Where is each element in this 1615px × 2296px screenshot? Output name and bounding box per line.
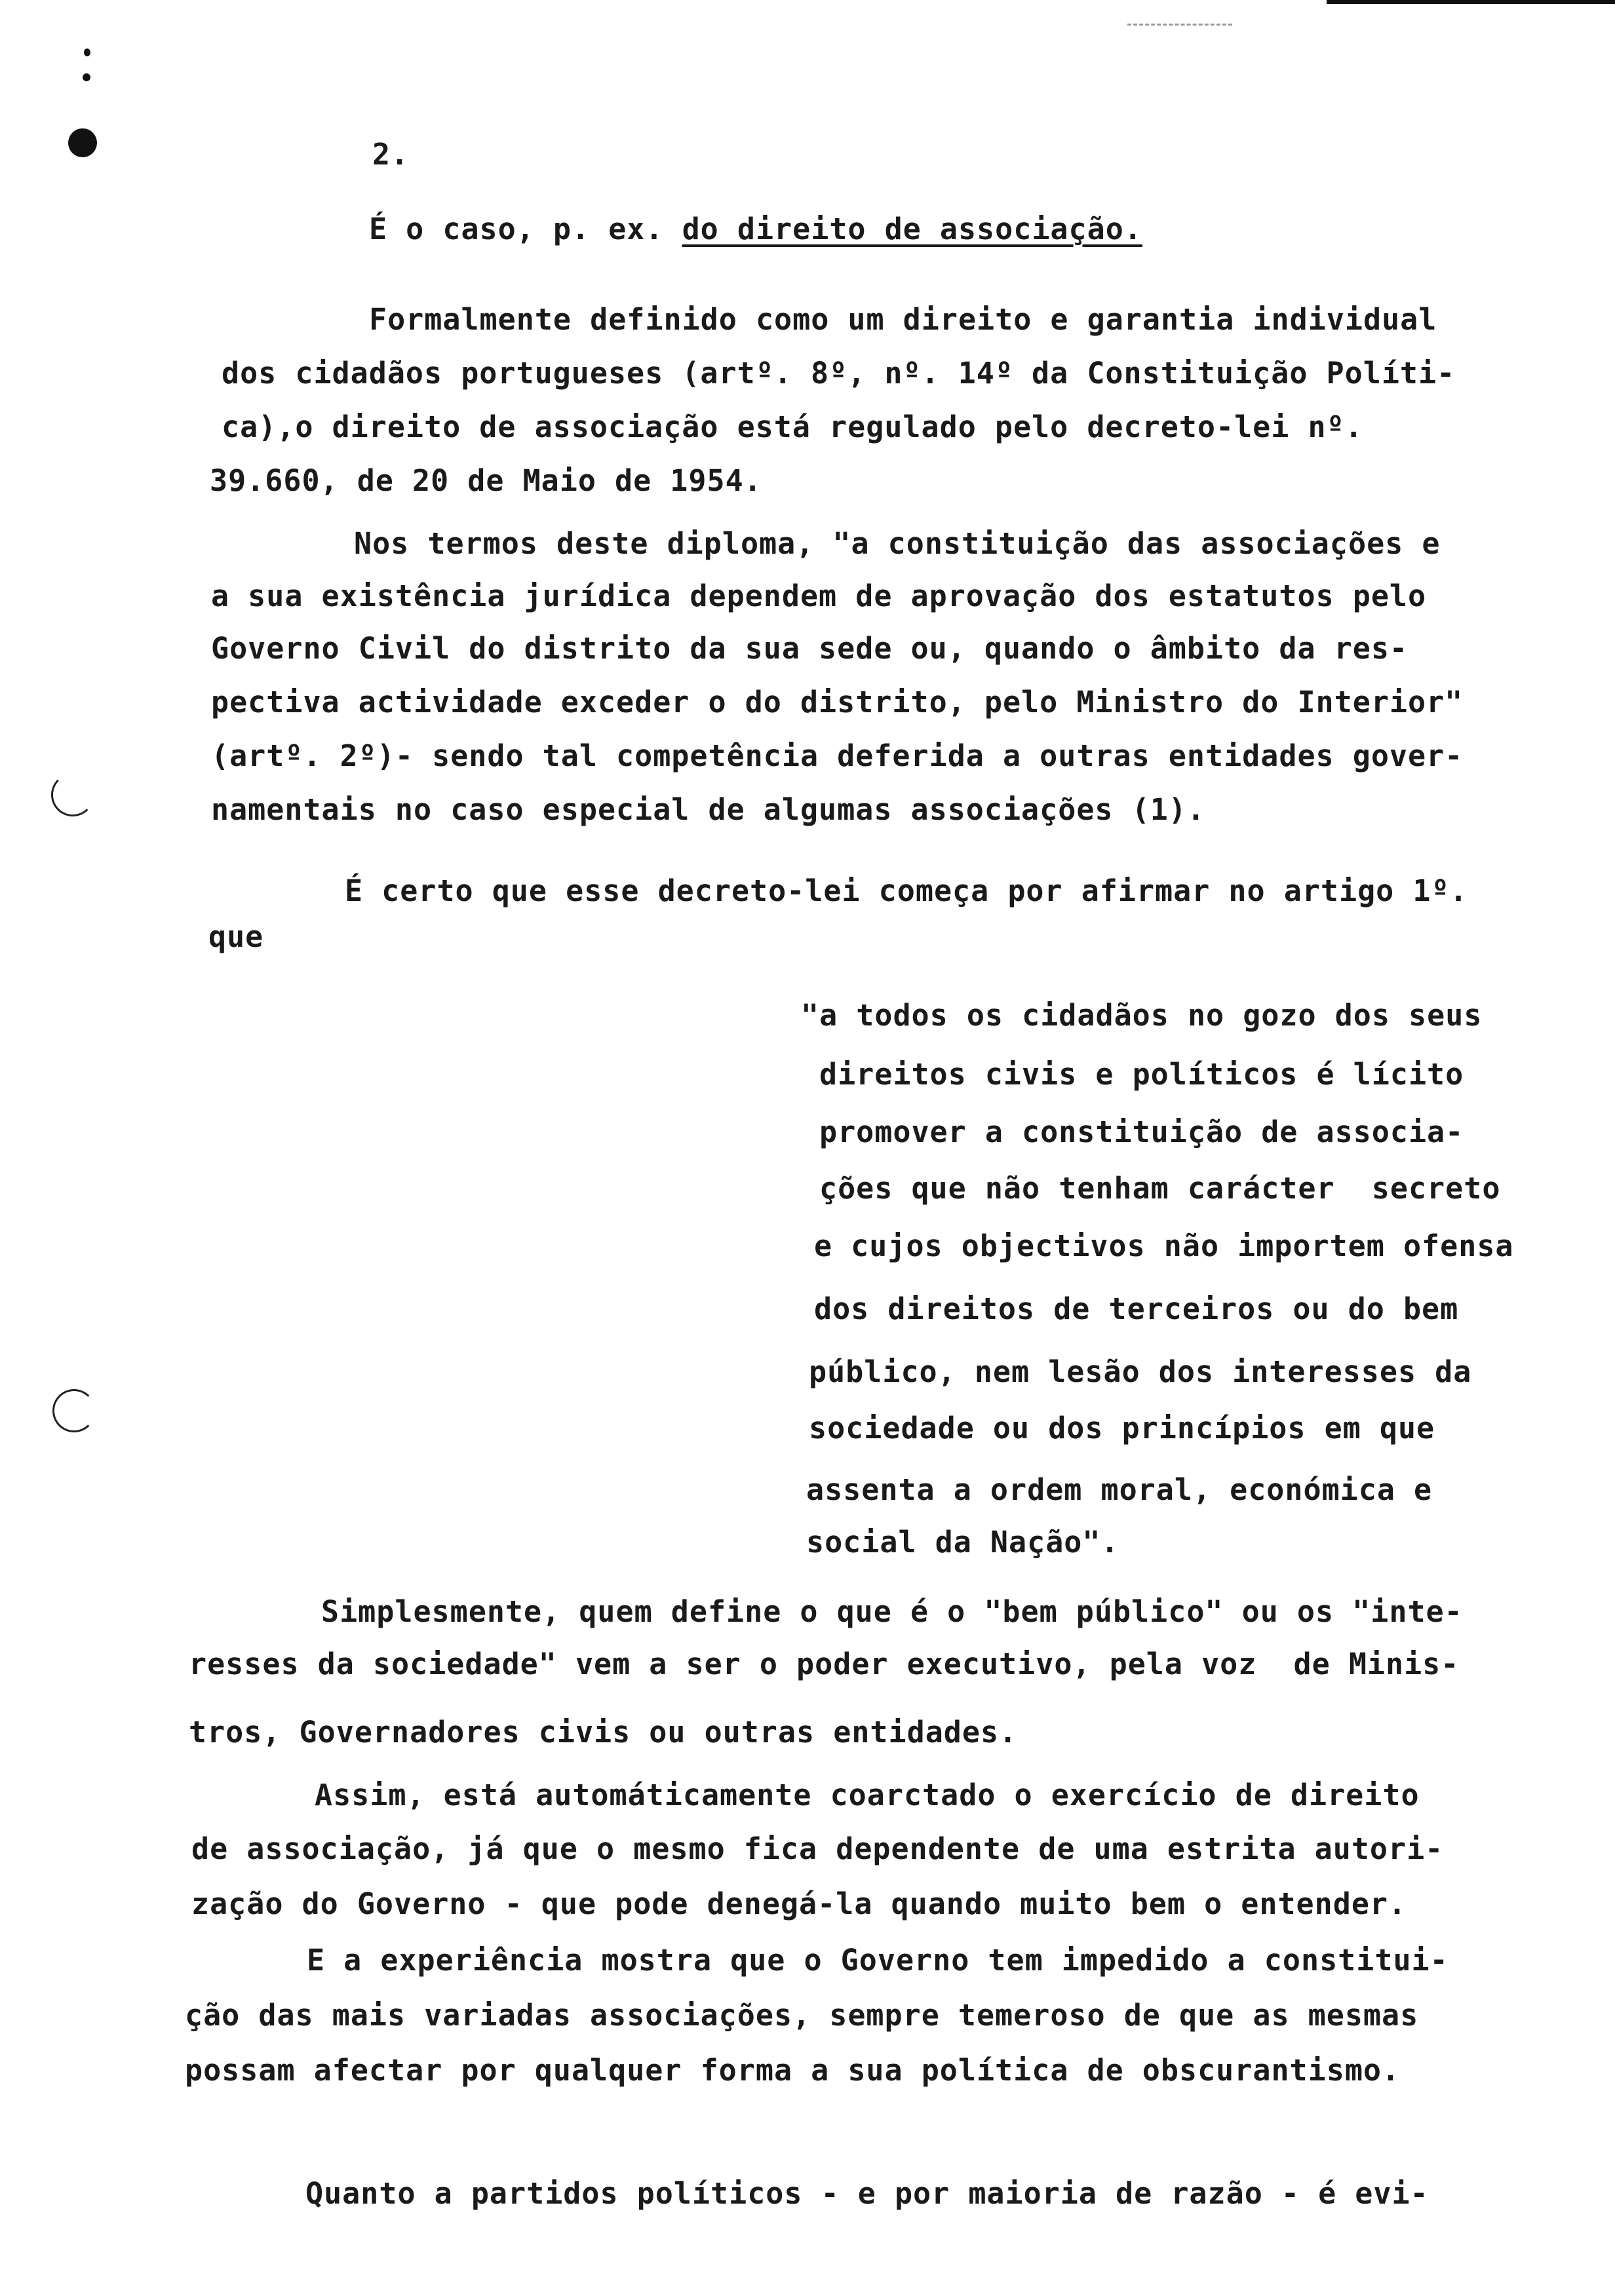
paragraph-line: (artº. 2º)- sendo tal competência deferida a outras entidades gover-	[211, 738, 1464, 773]
paragraph-line: a sua existência jurídica dependem de aprovação dos estatutos pelo	[211, 579, 1427, 613]
paragraph-line: ção das mais variadas associações, sempre temeroso de que as mesmas	[185, 1998, 1419, 2033]
paragraph-line: Governo Civil do distrito da sua sede ou, quando o âmbito da res-	[211, 631, 1408, 666]
paragraph-line: E a experiência mostra que o Governo tem impedido a constitui-	[307, 1943, 1449, 1978]
quote-line: sociedade ou dos princípios em que	[809, 1411, 1435, 1445]
paragraph-line: namentais no caso especial de algumas associações (1).	[211, 792, 1205, 827]
scan-artifact-arc	[52, 1389, 96, 1432]
punch-hole-mark	[83, 73, 90, 81]
heading-underlined: do direito de associação.	[682, 212, 1142, 246]
punch-hole-mark	[84, 48, 90, 56]
paragraph-line: tros, Governadores civis ou outras entidades.	[189, 1715, 1018, 1750]
paragraph-line: de associação, já que o mesmo fica dependente de uma estrita autori-	[191, 1831, 1444, 1866]
quote-line: e cujos objectivos não importem ofensa	[814, 1229, 1514, 1263]
scan-edge-mark	[1327, 0, 1615, 4]
paragraph-line: que	[208, 919, 264, 954]
scan-artifact-arc	[51, 773, 94, 816]
quote-line: "a todos os cidadãos no gozo dos seus	[801, 998, 1483, 1033]
paragraph-line: É certo que esse decreto-lei começa por afirmar no artigo 1º.	[345, 873, 1468, 908]
scan-artifact	[1127, 24, 1232, 28]
section-heading	[369, 210, 1142, 249]
paragraph-line: 39.660, de 20 de Maio de 1954.	[210, 463, 762, 498]
quote-line: assenta a ordem moral, económica e	[806, 1472, 1433, 1507]
paragraph-line: Formalmente definido como um direito e garantia individual	[369, 302, 1437, 337]
paragraph-line: ca),o direito de associação está regulado pelo decreto-lei nº.	[222, 410, 1363, 444]
paragraph-line: Quanto a partidos políticos - e por maioria de razão - é evi-	[305, 2176, 1429, 2211]
paragraph-line: possam afectar por qualquer forma a sua política de obscurantismo.	[185, 2053, 1401, 2088]
punch-hole	[68, 128, 97, 157]
quote-line: ções que não tenham carácter secreto	[819, 1171, 1501, 1206]
paragraph-line: dos cidadãos portugueses (artº. 8º, nº. 14º da Constituição Políti-	[222, 356, 1456, 391]
paragraph-line: zação do Governo - que pode denegá-la quando muito bem o entender.	[191, 1886, 1407, 1921]
paragraph-line: pectiva actividade exceder o do distrito, pelo Ministro do Interior"	[211, 685, 1464, 719]
paragraph-line: Simplesmente, quem define o que é o "bem público" ou os "inte-	[321, 1594, 1463, 1629]
quote-line: direitos civis e políticos é lícito	[819, 1057, 1464, 1092]
page-number: 2.	[372, 137, 410, 172]
paragraph-line: Assim, está automáticamente coarctado o exercício de direito	[315, 1778, 1420, 1812]
quote-line: promover a constituição de associa-	[819, 1115, 1464, 1149]
heading-prefix: É o caso, p. ex.	[369, 212, 682, 246]
quote-line: público, nem lesão dos interesses da	[809, 1354, 1472, 1389]
quote-line: dos direitos de terceiros ou do bem	[814, 1292, 1459, 1326]
paragraph-line: Nos termos deste diploma, "a constituição das associações e	[354, 526, 1441, 561]
paragraph-line: resses da sociedade" vem a ser o poder executivo, pela voz de Minis-	[189, 1647, 1460, 1681]
quote-line: social da Nação".	[806, 1525, 1119, 1559]
